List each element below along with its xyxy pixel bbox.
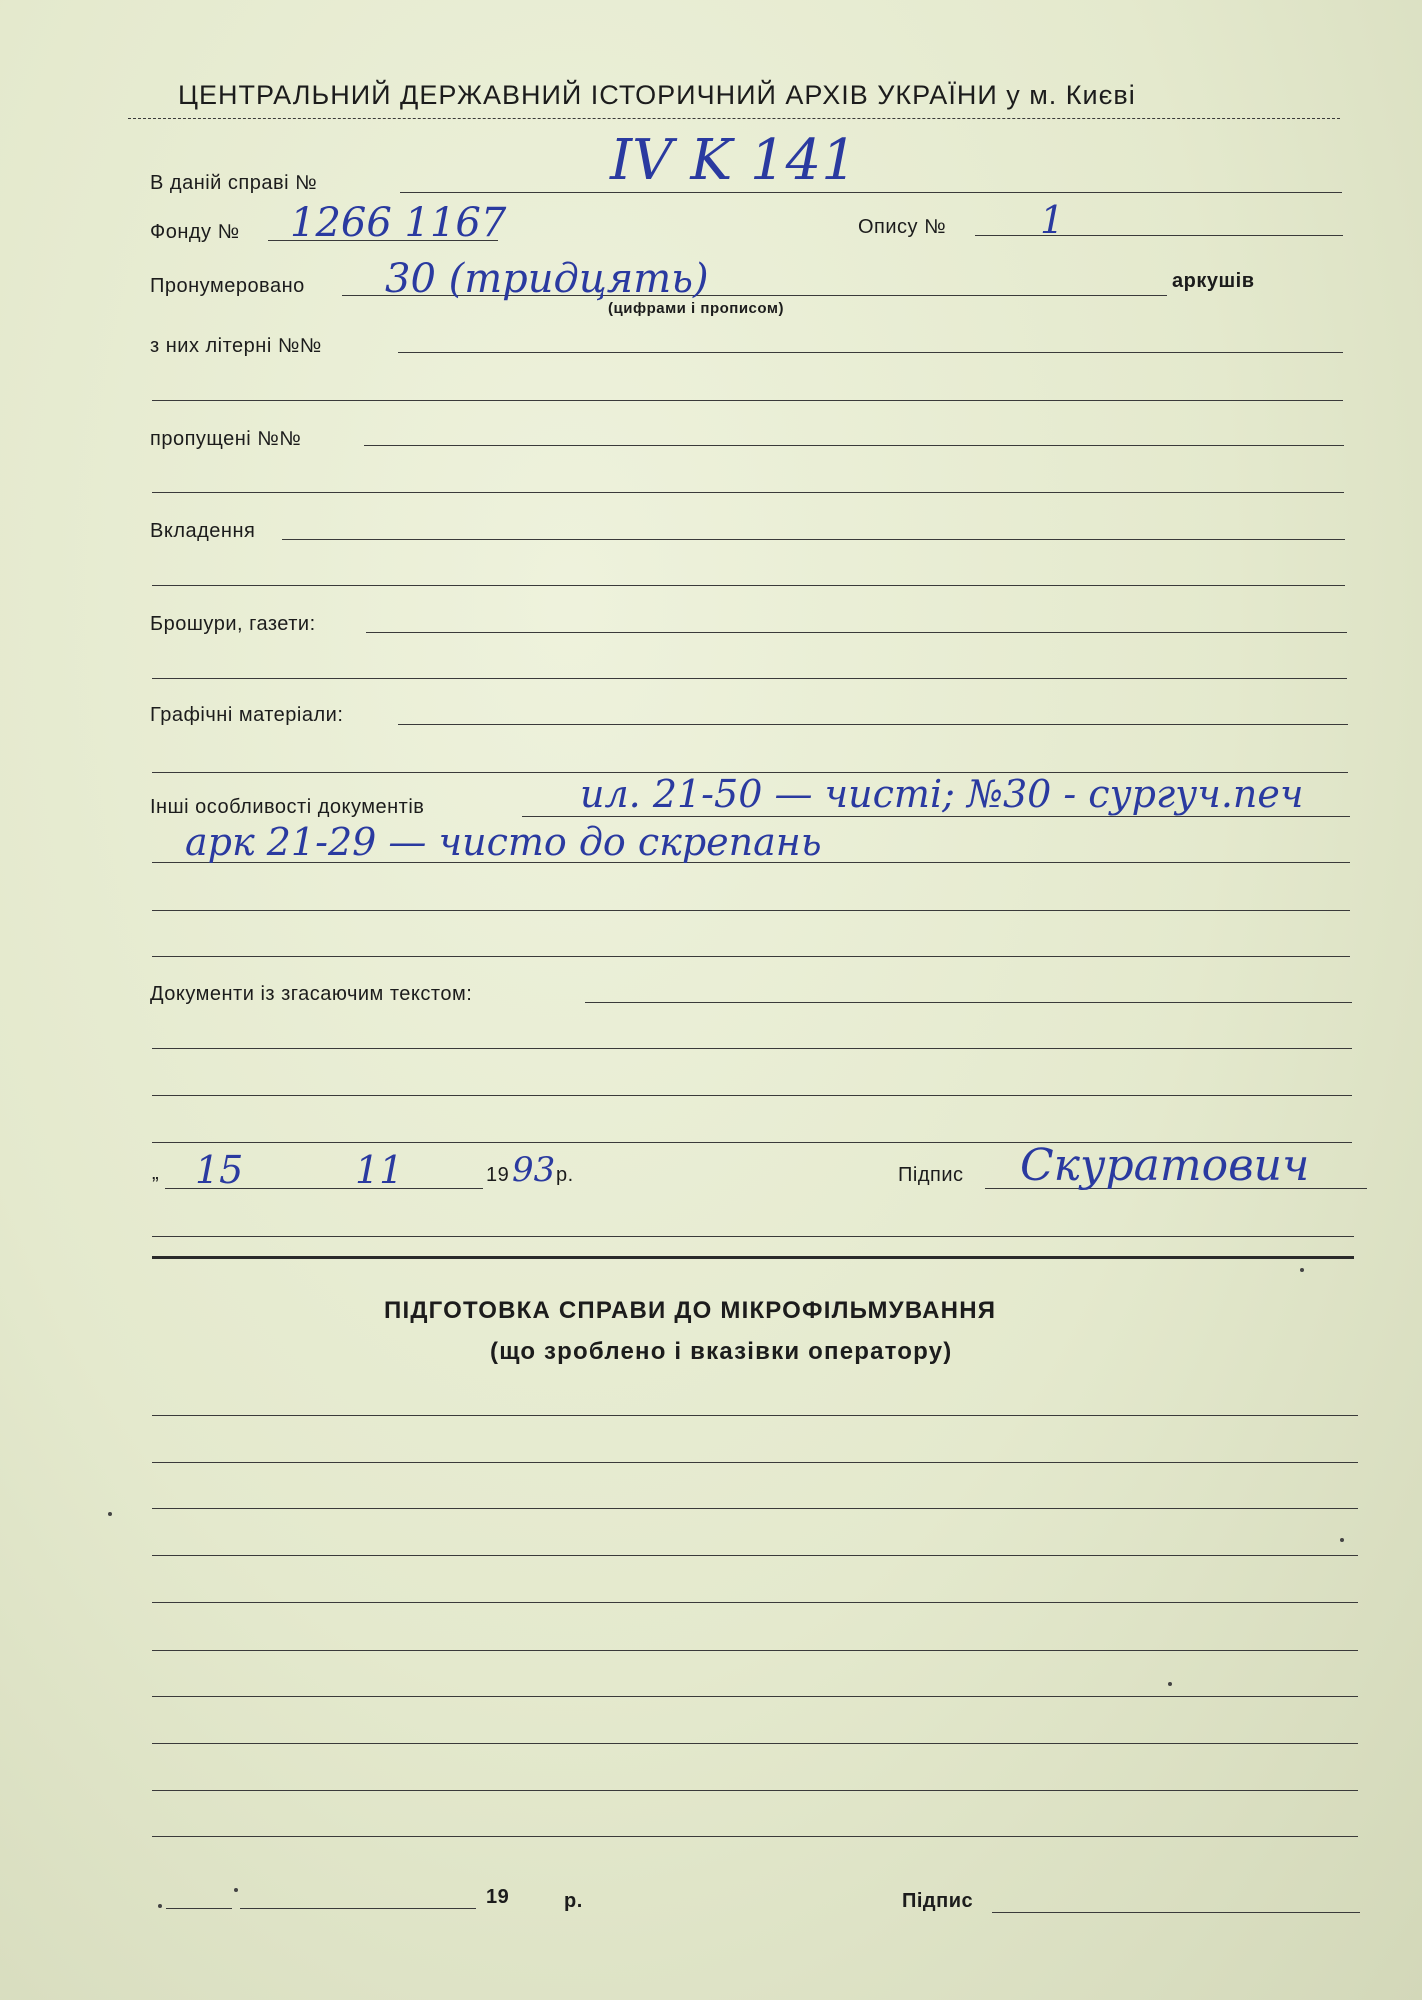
graphics-line-1 (398, 724, 1348, 725)
archive-title: ЦЕНТРАЛЬНИЙ ДЕРЖАВНИЙ ІСТОРИЧНИЙ АРХІВ УКРАЇНИ у м. Києві (178, 80, 1136, 110)
other-line-1 (522, 816, 1350, 817)
numbered-value: 30 (тридцять) (385, 256, 709, 302)
date-day: 15 (195, 1148, 244, 1192)
microfilm-date-r: р. (564, 1890, 583, 1912)
paper-speck (1168, 1682, 1172, 1686)
faded-label: Документи із згасаючим текстом: (150, 983, 473, 1005)
litera-line-2 (152, 400, 1343, 401)
case-value: IV K 141 (610, 128, 857, 193)
microfilm-signature-label: Підпис (902, 1890, 974, 1912)
microfilm-line-3 (152, 1508, 1358, 1509)
paper-speck (1300, 1268, 1304, 1272)
ink-dot (158, 1904, 162, 1908)
microfilm-line-5 (152, 1602, 1358, 1603)
microfilm-line-1 (152, 1415, 1358, 1416)
signature-value: Скуратович (1020, 1140, 1310, 1191)
microfilm-subtitle: (що зроблено і вказівки оператору) (490, 1338, 953, 1365)
faded-line-1 (585, 1002, 1352, 1003)
section-divider-2 (152, 1256, 1354, 1259)
microfilm-date-line-1 (166, 1908, 232, 1909)
date-open-quote: „ (152, 1162, 160, 1184)
other-label: Інші особливості документів (150, 796, 425, 818)
section-divider-1 (152, 1236, 1354, 1237)
litera-line-1 (398, 352, 1343, 353)
litera-label: з них літерні №№ (150, 335, 322, 357)
missing-line-2 (152, 492, 1344, 493)
microfilm-signature-line (992, 1912, 1360, 1913)
inserts-line-1 (282, 539, 1345, 540)
inserts-line-2 (152, 585, 1345, 586)
numbered-hint: (цифрами і прописом) (608, 300, 784, 317)
graphics-label: Графічні матеріали: (150, 704, 344, 726)
faded-line-3 (152, 1095, 1352, 1096)
paper-speck (108, 1512, 112, 1516)
opys-value: 1 (1040, 198, 1065, 242)
microfilm-line-10 (152, 1836, 1358, 1837)
microfilm-line-2 (152, 1462, 1358, 1463)
case-label: В даній справі № (150, 172, 318, 194)
inserts-label: Вкладення (150, 520, 256, 542)
brochures-label: Брошури, газети: (150, 613, 316, 635)
date-year-suffix: 93 (512, 1150, 556, 1190)
other-line-3 (152, 910, 1350, 911)
ink-dot (234, 1888, 238, 1892)
date-month: 11 (355, 1148, 404, 1192)
date-year-prefix: 19 (486, 1164, 510, 1186)
microfilm-line-8 (152, 1743, 1358, 1744)
other-line-4 (152, 956, 1350, 957)
fond-label: Фонду № (150, 221, 240, 243)
microfilm-date-line-2 (240, 1908, 476, 1909)
microfilm-year-prefix: 19 (486, 1886, 510, 1908)
microfilm-line-9 (152, 1790, 1358, 1791)
microfilm-line-7 (152, 1696, 1358, 1697)
numbered-suffix: аркушів (1172, 270, 1255, 292)
header-underline (128, 118, 1340, 119)
microfilm-line-4 (152, 1555, 1358, 1556)
numbered-label: Пронумеровано (150, 275, 305, 297)
date-r: р. (556, 1164, 574, 1186)
microfilm-title: ПІДГОТОВКА СПРАВИ ДО МІКРОФІЛЬМУВАННЯ (384, 1297, 997, 1324)
missing-line-1 (364, 445, 1344, 446)
opys-label: Опису № (858, 216, 947, 238)
paper-speck (1340, 1538, 1344, 1542)
other-value-line2: арк 21-29 — чисто до скрепань (185, 820, 822, 864)
microfilm-line-6 (152, 1650, 1358, 1651)
other-value-line1: ил. 21-50 — чисті; №30 - сургуч.печ (580, 772, 1304, 816)
signature-label: Підпис (898, 1164, 964, 1186)
faded-line-2 (152, 1048, 1352, 1049)
brochures-line-1 (366, 632, 1347, 633)
opys-line (975, 235, 1343, 236)
fond-value: 1266 1167 (290, 200, 507, 246)
brochures-line-2 (152, 678, 1347, 679)
missing-label: пропущені №№ (150, 428, 302, 450)
case-line (400, 192, 1342, 193)
